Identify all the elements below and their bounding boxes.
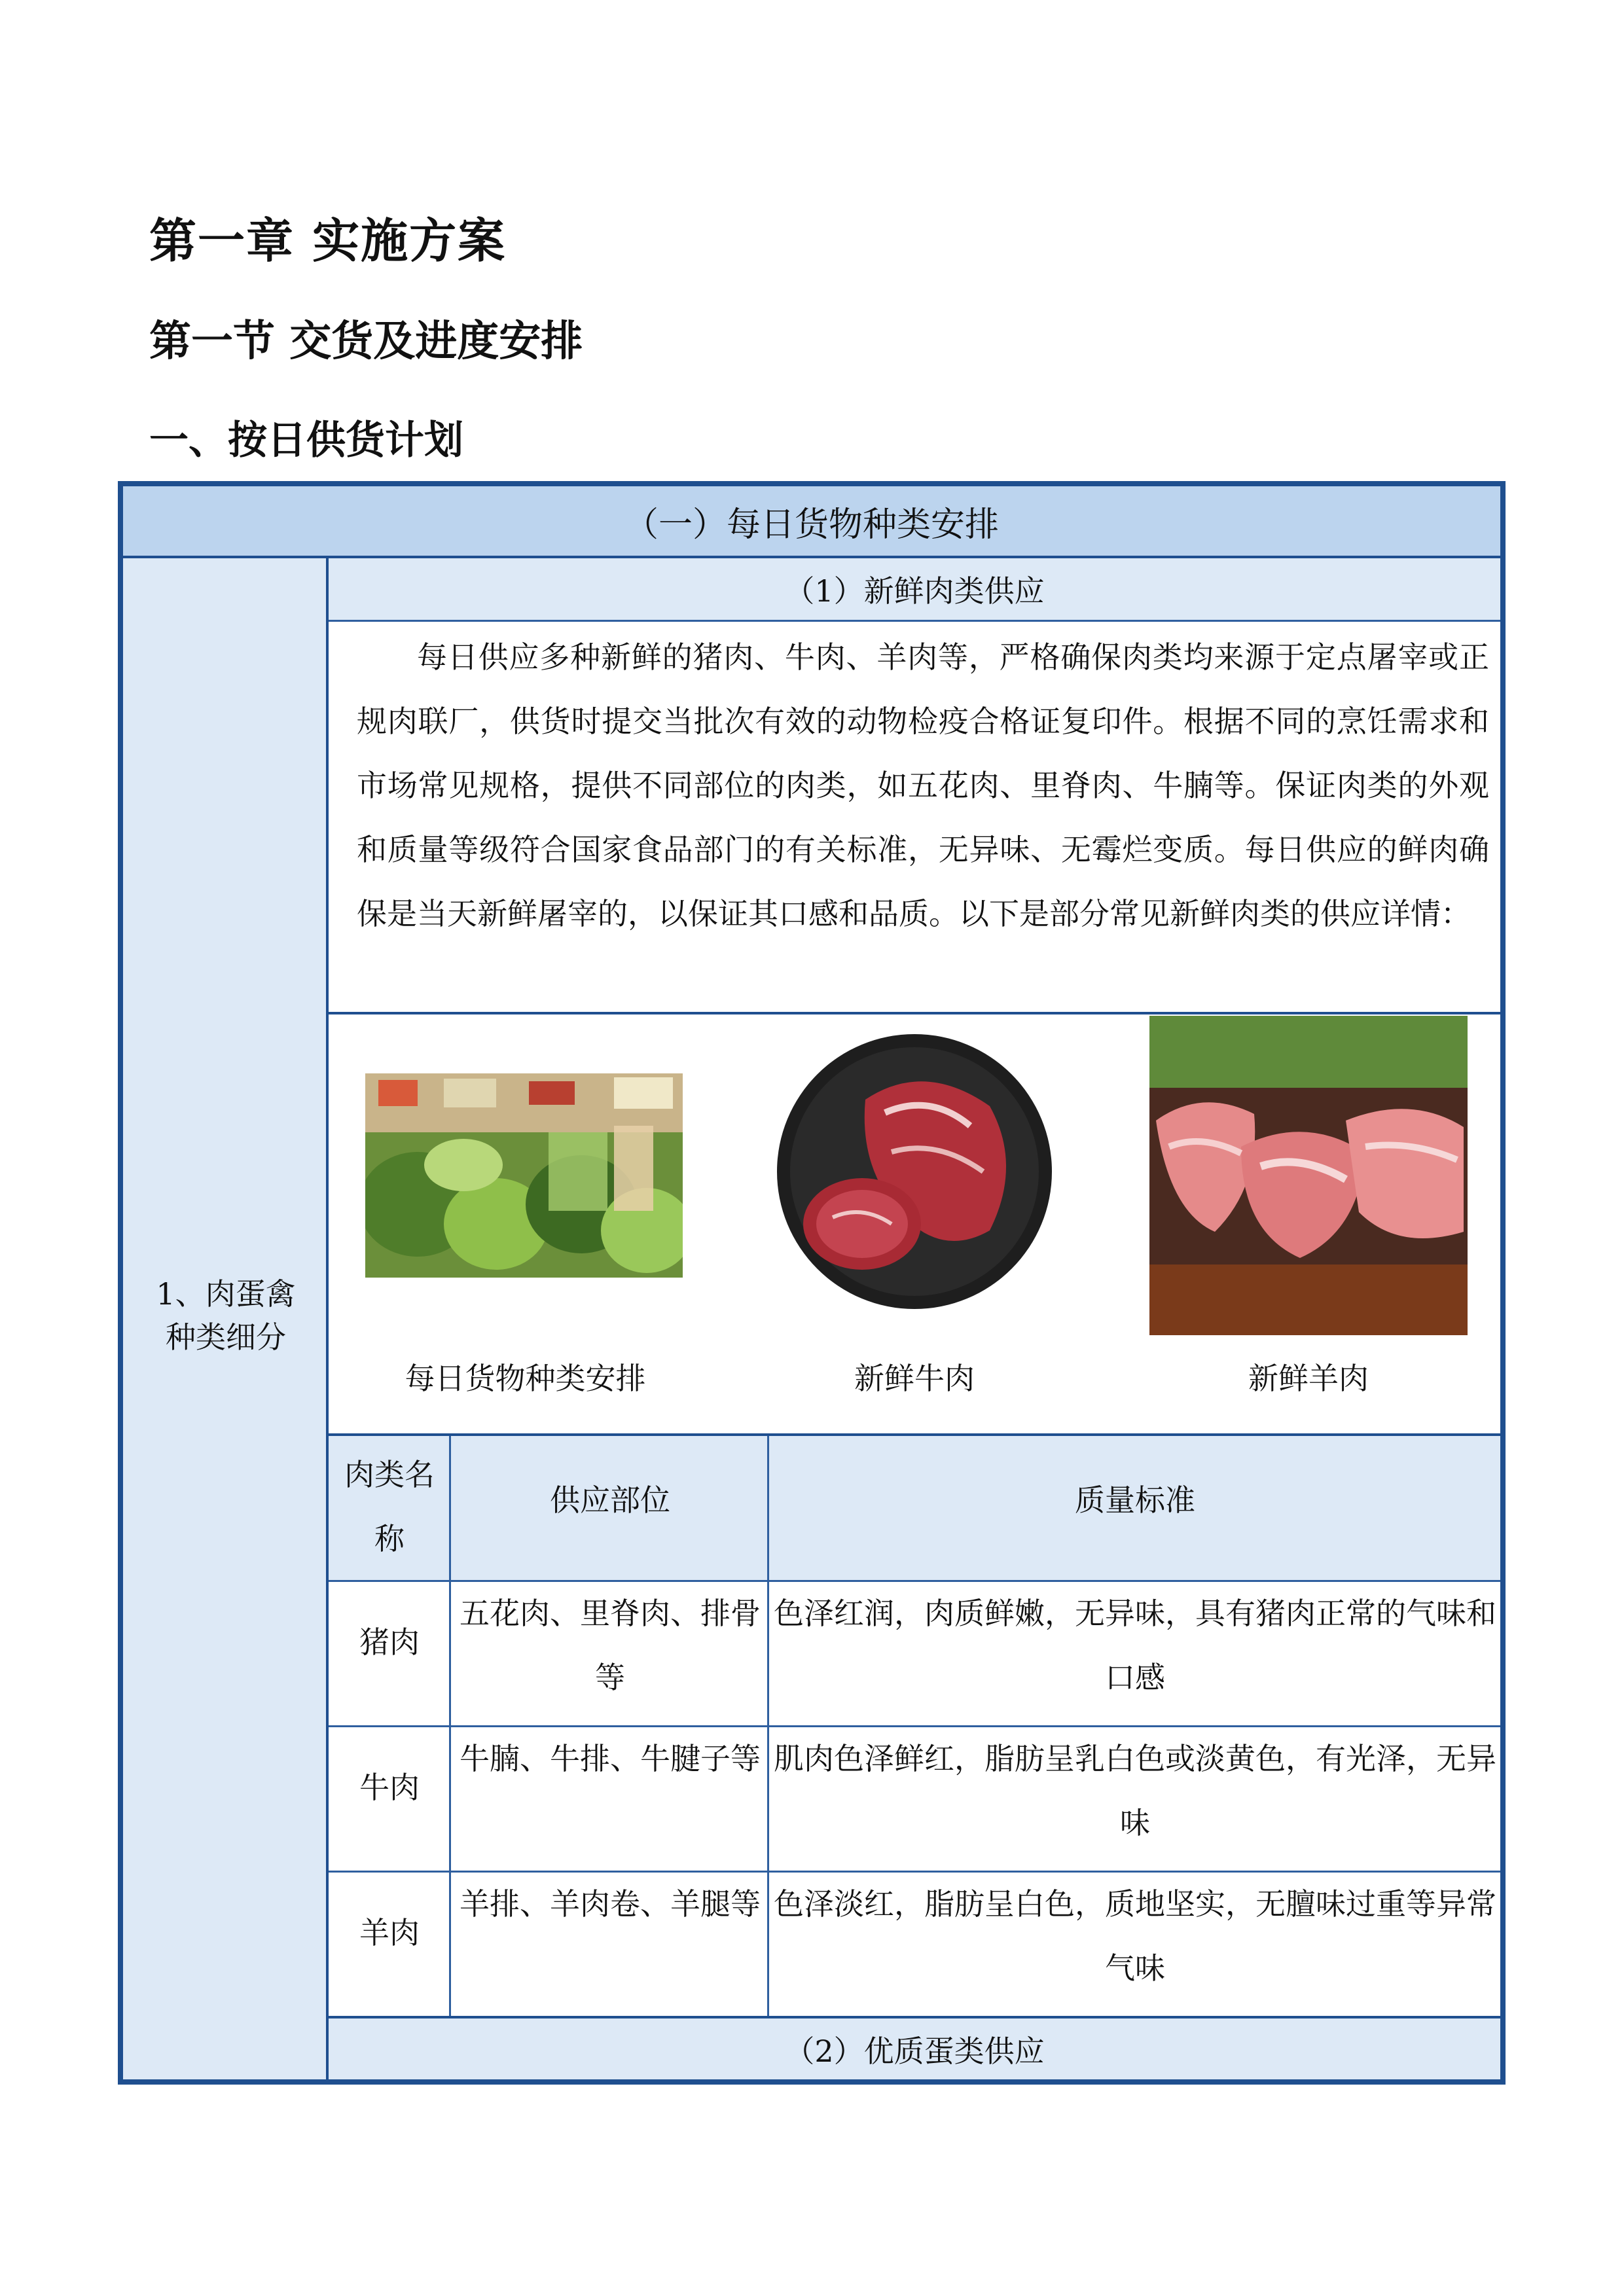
divider — [449, 1436, 451, 2017]
image-caption: 新鲜羊肉 — [1248, 1361, 1369, 1396]
table-cell-standard: 肌肉色泽鲜红，脂肪呈乳白色或淡黄色，有光泽，无异味 — [774, 1741, 1496, 1840]
fresh-meat-header: （1）新鲜肉类供应 — [329, 558, 1500, 620]
subsection-title: 一、按日供货计划 — [149, 418, 463, 463]
box-title: （一）每日货物种类安排 — [123, 486, 1500, 556]
table-cell-part: 羊排、羊肉卷、羊腿等 — [460, 1886, 761, 1922]
section-title: 第一节 交货及进度安排 — [149, 317, 583, 366]
beef-photo — [774, 1021, 1055, 1322]
table-header-standard: 质量标准 — [1075, 1482, 1195, 1518]
table-cell-standard: 色泽淡红，脂肪呈白色，质地坚实，无膻味过重等异常气味 — [774, 1886, 1496, 1986]
vegetables-photo — [365, 1073, 683, 1278]
image-caption: 新鲜牛肉 — [854, 1361, 975, 1396]
egg-header: （2）优质蛋类供应 — [329, 2018, 1500, 2079]
table-cell-name: 猪肉 — [359, 1624, 420, 1660]
lamb-photo — [1149, 1016, 1468, 1335]
table-cell-standard: 色泽红润，肉质鲜嫩，无异味，具有猪肉正常的气味和口感 — [774, 1596, 1496, 1695]
divider — [326, 558, 329, 2079]
image-caption: 每日货物种类安排 — [405, 1361, 646, 1396]
divider — [767, 1436, 769, 2017]
divider — [329, 1012, 1500, 1014]
table-cell-name: 牛肉 — [359, 1770, 420, 1805]
table-cell-part: 牛腩、牛排、牛腱子等 — [460, 1741, 761, 1776]
table-cell-part: 五花肉、里脊肉、排骨等 — [460, 1596, 761, 1695]
table-cell-name: 羊肉 — [359, 1915, 420, 1950]
chapter-title: 第一章 实施方案 — [149, 213, 507, 268]
divider — [329, 620, 1500, 622]
table-header-part: 供应部位 — [550, 1482, 670, 1518]
fresh-meat-description: 每日供应多种新鲜的猪肉、牛肉、羊肉等，严格确保肉类均来源于定点屠宰或正规肉联厂，供货时提交当批次有效的动物检疫合格证复印件。根据不同的烹饪需求和市场常见规格，提供不同部位的肉类，如五花肉、里脊肉、牛腩等。保证肉类的外观和质量等级符合国家食品部门的有关标准，无异味、无霉烂变质。每日供应的鲜肉确保是当天新鲜屠宰的，以保证其口感和品质。以下是部分常见新鲜肉类的供应详情： — [357, 639, 1489, 931]
table-header-name: 肉类名称 — [344, 1457, 435, 1556]
category-label: 1、肉蛋禽种类细分 — [156, 1276, 296, 1355]
